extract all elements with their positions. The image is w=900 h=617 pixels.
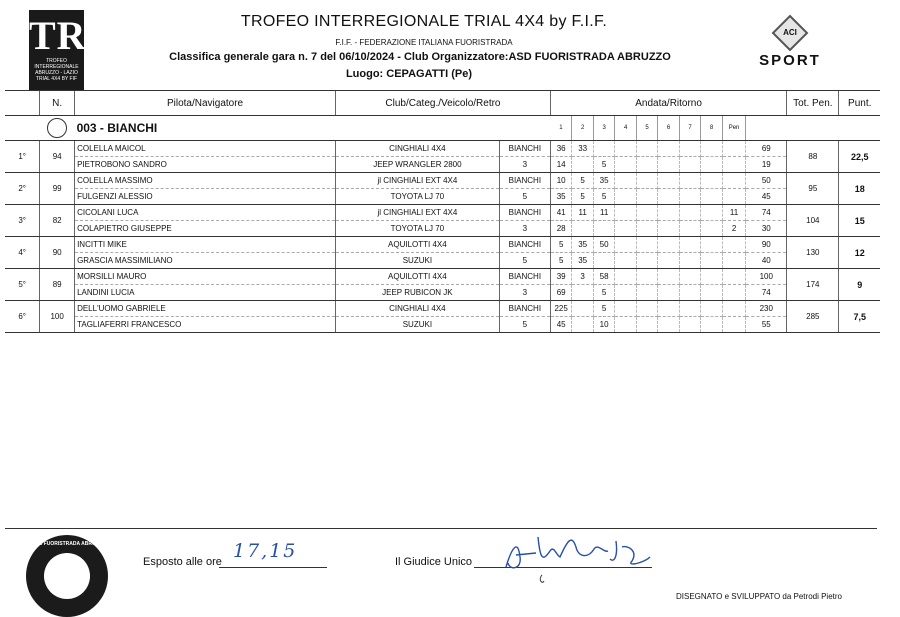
score-cell [615, 301, 636, 317]
position-cell: 2° [5, 173, 40, 205]
score-cell [636, 157, 657, 173]
category-label: BIANCHI [499, 301, 550, 317]
score-cell [679, 141, 700, 157]
aci-sport-word: SPORT [759, 52, 821, 69]
table-row [5, 253, 880, 269]
penalty-sum-cell: 30 [746, 221, 787, 237]
score-cell [615, 285, 636, 301]
score-cell [593, 253, 614, 269]
score-cell: 33 [572, 141, 593, 157]
bib-number-cell: 100 [40, 301, 75, 333]
score-cell [658, 253, 679, 269]
score-cell [615, 141, 636, 157]
score-cell [615, 157, 636, 173]
score-cell [722, 237, 746, 253]
penalty-sum-cell: 45 [746, 189, 787, 205]
score-cell: 50 [593, 237, 614, 253]
points-cell: 7,5 [839, 301, 880, 333]
score-cell: 35 [572, 253, 593, 269]
score-cell [658, 173, 679, 189]
score-cell: 5 [550, 237, 571, 253]
table-row [5, 317, 880, 333]
score-cell [701, 173, 722, 189]
score-cell [679, 205, 700, 221]
score-cell [701, 317, 722, 333]
score-cell [615, 253, 636, 269]
class-number: 5 [499, 317, 550, 333]
score-cell [572, 221, 593, 237]
trt-logo-line2: ABRUZZO - LAZIO [35, 70, 78, 76]
score-cell [615, 205, 636, 221]
score-cell: 35 [593, 173, 614, 189]
aci-sport-logo [750, 18, 830, 73]
header-club: Club/Categ./Veicolo/Retro [336, 91, 551, 116]
score-cell: 11 [593, 205, 614, 221]
points-cell: 22,5 [839, 141, 880, 173]
penalty-sum-cell: 40 [746, 253, 787, 269]
score-cell [636, 221, 657, 237]
score-cell [722, 141, 746, 157]
score-cell [722, 285, 746, 301]
trt-logo-line3: TRIAL 4X4 BY FIF [35, 76, 78, 82]
score-cell [658, 237, 679, 253]
club-name: CINGHIALI 4X4 [336, 141, 500, 157]
class-number: 5 [499, 253, 550, 269]
score-cell: 35 [572, 237, 593, 253]
score-cell [679, 285, 700, 301]
penalty-sum-cell: 90 [746, 237, 787, 253]
federation-subtitle: F.I.F. - FEDERAZIONE ITALIANA FUORISTRADA [335, 38, 513, 47]
score-cell [701, 285, 722, 301]
table-row [5, 269, 880, 285]
table-row [5, 141, 880, 157]
category-label: BIANCHI [499, 237, 550, 253]
score-cell [572, 301, 593, 317]
location-line: Luogo: CEPAGATTI (Pe) [345, 68, 473, 80]
round-number: 8 [701, 116, 722, 141]
score-cell [701, 141, 722, 157]
judge-label: Il Giudice Unico [395, 556, 473, 568]
score-cell: 5 [593, 285, 614, 301]
navigator-name: GRASCIA MASSIMILIANO [75, 253, 336, 269]
score-cell [701, 269, 722, 285]
score-cell: 5 [572, 189, 593, 205]
score-cell [615, 269, 636, 285]
category-name: 003 - BIANCHI [75, 116, 551, 141]
score-cell [722, 269, 746, 285]
score-cell [658, 157, 679, 173]
page-title: TROFEO INTERREGIONALE TRIAL 4X4 by F.I.F. [240, 13, 608, 30]
points-cell: 9 [839, 269, 880, 301]
footer-credit: DISEGNATO e SVILUPPATO da Petrodi Pietro [676, 592, 842, 601]
score-cell: 69 [550, 285, 571, 301]
score-cell [679, 317, 700, 333]
header-position [5, 91, 40, 116]
score-cell: 35 [550, 189, 571, 205]
score-cell: 5 [550, 253, 571, 269]
class-number: 5 [499, 189, 550, 205]
score-cell [722, 253, 746, 269]
score-cell [701, 221, 722, 237]
score-cell [636, 285, 657, 301]
table-row [5, 157, 880, 173]
score-cell [679, 157, 700, 173]
score-cell [679, 253, 700, 269]
penalty-sum-cell: 230 [746, 301, 787, 317]
score-cell [572, 285, 593, 301]
points-cell: 12 [839, 237, 880, 269]
round-number: Pen [722, 116, 746, 141]
score-cell: 58 [593, 269, 614, 285]
position-cell: 1° [5, 141, 40, 173]
score-cell: 2 [722, 221, 746, 237]
score-cell [701, 237, 722, 253]
score-cell [722, 189, 746, 205]
trt-logo-line1: TROFEO INTERREGIONALE [34, 58, 79, 70]
score-cell: 225 [550, 301, 571, 317]
score-cell: 11 [722, 205, 746, 221]
round-number: 6 [658, 116, 679, 141]
bib-number-cell: 89 [40, 269, 75, 301]
navigator-name: LANDINI LUCIA [75, 285, 336, 301]
bib-number-cell: 99 [40, 173, 75, 205]
class-number: 3 [499, 285, 550, 301]
driver-name: CICOLANI LUCA [75, 205, 336, 221]
category-label: BIANCHI [499, 141, 550, 157]
table-row [5, 285, 880, 301]
aci-diamond-icon [772, 15, 809, 52]
score-cell [615, 317, 636, 333]
score-cell: 14 [550, 157, 571, 173]
points-cell: 15 [839, 205, 880, 237]
score-cell [658, 141, 679, 157]
points-cell: 18 [839, 173, 880, 205]
score-cell: 10 [593, 317, 614, 333]
navigator-name: FULGENZI ALESSIO [75, 189, 336, 205]
score-cell [636, 173, 657, 189]
score-cell [679, 221, 700, 237]
seal-inner-circle [44, 553, 90, 599]
score-cell: 5 [593, 189, 614, 205]
total-penalty-cell: 285 [787, 301, 839, 333]
header-driver: Pilota/Navigatore [75, 91, 336, 116]
judge-signature [498, 527, 663, 589]
circle-marker [47, 118, 67, 138]
round-number: 5 [636, 116, 657, 141]
score-cell [658, 269, 679, 285]
navigator-name: TAGLIAFERRI FRANCESCO [75, 317, 336, 333]
score-cell [701, 189, 722, 205]
penalty-sum-cell: 74 [746, 285, 787, 301]
round-number: 4 [615, 116, 636, 141]
score-cell: 5 [593, 157, 614, 173]
score-cell [658, 317, 679, 333]
score-cell [615, 237, 636, 253]
score-cell [722, 157, 746, 173]
score-cell [636, 301, 657, 317]
score-cell [701, 157, 722, 173]
round-number: 2 [572, 116, 593, 141]
total-penalty-cell: 104 [787, 205, 839, 237]
score-cell [615, 221, 636, 237]
driver-name: COLELLA MAICOL [75, 141, 336, 157]
club-name: CINGHIALI 4X4 [336, 301, 500, 317]
score-cell [593, 221, 614, 237]
table-row [5, 221, 880, 237]
position-cell: 4° [5, 237, 40, 269]
category-row [5, 116, 880, 141]
penalty-sum-cell: 74 [746, 205, 787, 221]
table-row [5, 189, 880, 205]
score-cell [679, 237, 700, 253]
score-cell: 36 [550, 141, 571, 157]
footer-divider [5, 528, 877, 529]
club-seal-logo [26, 535, 108, 617]
round-number: 7 [679, 116, 700, 141]
bib-number-cell: 82 [40, 205, 75, 237]
category-label: BIANCHI [499, 205, 550, 221]
header-points: Punt. [839, 91, 880, 116]
table-row [5, 237, 880, 253]
round-number: 1 [550, 116, 571, 141]
penalty-sum-cell: 55 [746, 317, 787, 333]
vehicle-name: JEEP WRANGLER 2800 [336, 157, 500, 173]
score-cell [636, 189, 657, 205]
table-row [5, 205, 880, 221]
total-penalty-cell: 88 [787, 141, 839, 173]
score-cell [593, 141, 614, 157]
driver-name: MORSILLI MAURO [75, 269, 336, 285]
score-cell: 5 [593, 301, 614, 317]
score-cell [636, 237, 657, 253]
header-number: N. [40, 91, 75, 116]
score-cell [636, 141, 657, 157]
bib-number-cell: 90 [40, 237, 75, 269]
driver-name: DELL'UOMO GABRIELE [75, 301, 336, 317]
score-cell: 39 [550, 269, 571, 285]
score-cell [722, 173, 746, 189]
score-cell [658, 221, 679, 237]
score-cell [636, 253, 657, 269]
score-cell: 10 [550, 173, 571, 189]
seal-text: CLUB FUORISTRADA ABRUZZO [28, 541, 106, 547]
score-cell [679, 301, 700, 317]
score-cell: 11 [572, 205, 593, 221]
class-number: 3 [499, 157, 550, 173]
total-penalty-cell: 130 [787, 237, 839, 269]
total-penalty-cell: 174 [787, 269, 839, 301]
score-cell: 5 [572, 173, 593, 189]
penalty-sum-cell: 19 [746, 157, 787, 173]
score-cell [701, 253, 722, 269]
penalty-sum-cell: 69 [746, 141, 787, 157]
trt-logo-mark: TRT [29, 13, 113, 58]
score-cell: 3 [572, 269, 593, 285]
score-cell [658, 301, 679, 317]
club-name: jl CINGHIALI EXT 4X4 [336, 205, 500, 221]
aci-mark: ACI [783, 28, 797, 37]
score-cell [636, 205, 657, 221]
classification-line: Classifica generale gara n. 7 del 06/10/2024 - Club Organizzatore:ASD FUORISTRADA ABRUZZO [169, 51, 671, 63]
exposed-label: Esposto alle ore [143, 556, 222, 568]
score-cell [679, 269, 700, 285]
bib-number-cell: 94 [40, 141, 75, 173]
vehicle-name: TOYOTA LJ 70 [336, 221, 500, 237]
total-penalty-cell: 95 [787, 173, 839, 205]
header-rounds: Andata/Ritorno [550, 91, 786, 116]
score-cell [701, 205, 722, 221]
club-name: AQUILOTTI 4X4 [336, 237, 500, 253]
score-cell: 41 [550, 205, 571, 221]
score-cell [679, 173, 700, 189]
driver-name: COLELLA MASSIMO [75, 173, 336, 189]
vehicle-name: SUZUKI [336, 253, 500, 269]
score-cell [636, 269, 657, 285]
table-row [5, 301, 880, 317]
navigator-name: COLAPIETRO GIUSEPPE [75, 221, 336, 237]
score-cell [572, 157, 593, 173]
navigator-name: PIETROBONO SANDRO [75, 157, 336, 173]
exposed-time: 17,15 [233, 540, 298, 562]
position-cell: 3° [5, 205, 40, 237]
category-label: BIANCHI [499, 269, 550, 285]
score-cell [722, 301, 746, 317]
position-cell: 5° [5, 269, 40, 301]
score-cell [636, 317, 657, 333]
penalty-sum-cell: 100 [746, 269, 787, 285]
score-cell [658, 285, 679, 301]
driver-name: INCITTI MIKE [75, 237, 336, 253]
penalty-sum-cell: 50 [746, 173, 787, 189]
vehicle-name: TOYOTA LJ 70 [336, 189, 500, 205]
vehicle-name: SUZUKI [336, 317, 500, 333]
vehicle-name: JEEP RUBICON JK [336, 285, 500, 301]
score-cell [615, 173, 636, 189]
score-cell [658, 189, 679, 205]
score-cell [679, 189, 700, 205]
score-cell [722, 317, 746, 333]
table-row [5, 173, 880, 189]
score-cell [572, 317, 593, 333]
position-cell: 6° [5, 301, 40, 333]
score-cell: 45 [550, 317, 571, 333]
category-label: BIANCHI [499, 173, 550, 189]
class-number: 3 [499, 221, 550, 237]
score-cell [658, 205, 679, 221]
results-table [5, 91, 880, 333]
club-name: AQUILOTTI 4X4 [336, 269, 500, 285]
table-header-row [5, 91, 880, 116]
club-name: jl CINGHIALI EXT 4X4 [336, 173, 500, 189]
round-number: 3 [593, 116, 614, 141]
exposed-underline [219, 567, 327, 568]
score-cell: 28 [550, 221, 571, 237]
score-cell [701, 301, 722, 317]
header-total: Tot. Pen. [787, 91, 839, 116]
score-cell [615, 189, 636, 205]
